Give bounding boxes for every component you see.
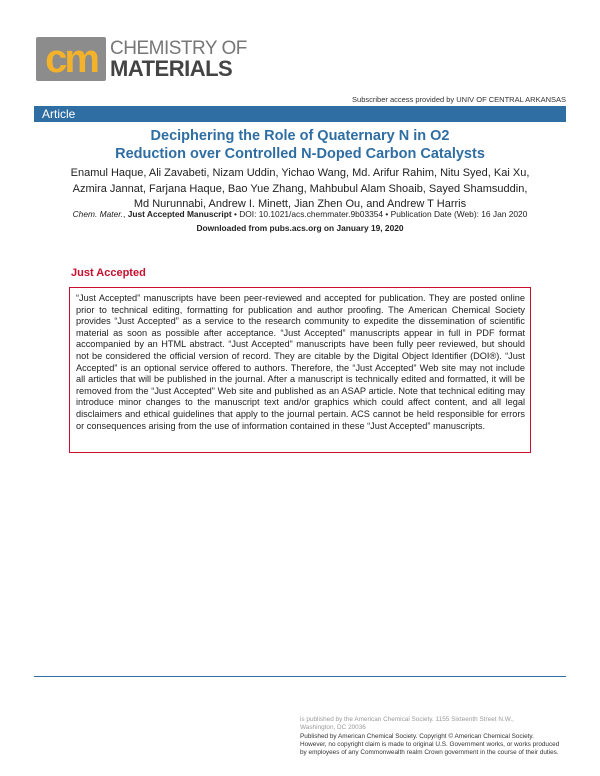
journal-logo (36, 37, 247, 81)
section-label: Article (42, 107, 76, 121)
subscriber-note: Subscriber access provided by UNIV OF CENTRAL ARKANSAS (352, 95, 566, 104)
copyright-notice: Published by American Chemical Society. Copyright © American Chemical Society. However, no copyright claim is made to original U.S. Government works, or works produced by employees of any Commonwealth realm Crown government in the course of their duties. (300, 733, 560, 756)
citation-line (34, 209, 566, 219)
footer-divider (34, 676, 566, 677)
logo-line-2: MATERIALS (110, 56, 233, 81)
logo-wordmark (110, 39, 247, 79)
publisher-address: is published by the American Chemical Society. 1155 Sixteenth Street N.W., Washington, DC 20036 (300, 716, 514, 731)
article-title (34, 127, 566, 163)
download-note: Downloaded from pubs.acs.org on January 19, 2020 (196, 223, 404, 233)
title-line-1: Deciphering the Role of Quaternary N in O2 (150, 128, 450, 144)
journal-name: Chem. Mater. (72, 209, 124, 219)
title-line-2: Reduction over Controlled N-Doped Carbon Catalysts (115, 146, 485, 162)
logo-line-1: CHEMISTRY OF (110, 38, 247, 59)
manuscript-status: Just Accepted Manuscript (127, 209, 232, 219)
citation-separator: , (123, 209, 128, 219)
just-accepted-notice: “Just Accepted” manuscripts have been peer-reviewed and accepted for publication. They are posted online prior to technical editing, formatting for publication and author proofing. The American Chemical Society provides “Just Accepted” as a service to the research community to expedite the dissemination of scientific material as soon as possible after acceptance. “Just Accepted” manuscripts appear in full in PDF format accompanied by an HTML abstract. “Just Accepted” manuscripts have been fully peer reviewed, but should not be considered the official version of record. They are citable by the Digital Object Identifier (DOI®). “Just Accepted” is an optional service offered to authors. Therefore, the “Just Accepted” Web site may not include all articles that will be published in the journal. After a manuscript is technically edited and formatted, it will be removed from the “Just Accepted” Web site and published as an ASAP article. Note that technical editing may introduce minor changes to the manuscript text and/or graphics which could affect content, and all legal disclaimers and ethical guidelines that apply to the journal pertain. ACS cannot be held responsible for errors or consequences arising from the use of information contained in these “Just Accepted” manuscripts. (69, 287, 531, 453)
just-accepted-heading: Just Accepted (71, 267, 146, 279)
doi-and-date: • DOI: 10.1021/acs.chemmater.9b03354 • Publication Date (Web): 16 Jan 2020 (231, 209, 528, 219)
logo-mark: cm (36, 37, 106, 81)
author-list: Enamul Haque, Ali Zavabeti, Nizam Uddin, Yichao Wang, Md. Arifur Rahim, Nitu Syed, Kai Xu, Azmira Jannat, Farjana Haque, Bao Yue Zhang, Mahbubul Alam Shoaib, Sayed Shamsuddin, Md Nurunnabi, Andrew I. Minett, Jian Zhen Ou, and Andrew T Harris (70, 167, 530, 211)
section-bar (34, 106, 566, 122)
